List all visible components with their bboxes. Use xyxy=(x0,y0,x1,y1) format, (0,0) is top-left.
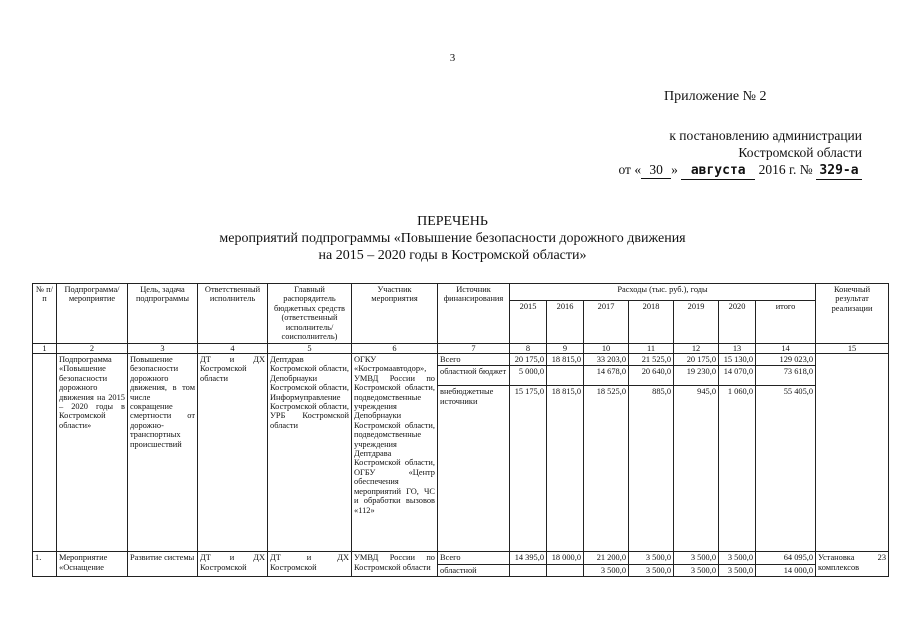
col-number: 7 xyxy=(438,344,510,354)
header-year-2017: 2017 xyxy=(584,301,629,344)
row-result xyxy=(816,354,889,552)
header-expenses: Расходы (тыс. руб.), годы xyxy=(510,284,816,301)
date-year: 2016 г. № xyxy=(758,162,813,177)
value-cell: 20 175,0 xyxy=(674,354,719,366)
header-manager: Главный распорядитель бюджетных средств (ответственный исполнитель/ соисполнитель) xyxy=(268,284,352,344)
col-number: 10 xyxy=(584,344,629,354)
value-cell: 19 230,0 xyxy=(674,366,719,386)
value-cell: 3 500,0 xyxy=(719,552,756,564)
row-no: 1. xyxy=(33,552,57,577)
row-participant: УМВД России по Костромской области xyxy=(352,552,438,577)
source-total: Всего xyxy=(438,552,510,564)
value-cell: 20 175,0 xyxy=(510,354,547,366)
resolution-block xyxy=(600,127,862,180)
col-number: 4 xyxy=(198,344,268,354)
col-number: 13 xyxy=(719,344,756,354)
value-cell: 885,0 xyxy=(629,386,674,552)
value-cell xyxy=(547,564,584,576)
resolution-line-2: Костромской области xyxy=(738,145,862,160)
value-cell: 18 525,0 xyxy=(584,386,629,552)
resolution-number: 329-а xyxy=(816,162,862,180)
source-regional: областной xyxy=(438,564,510,576)
col-number: 3 xyxy=(128,344,198,354)
row-executor: ДТ и ДХ Костромской области xyxy=(198,354,268,552)
appendix-label: Приложение № 2 xyxy=(664,89,767,104)
row-participant: ОГКУ «Костромаавтодор», УМВД России по Костромской области, подведомственные учреждения Депобрнауки Костромской области, подведомственные учреждения Дептдрава Костромской области, ОГБУ «Центр обеспечения мероприятий ГО, ЧС и обработки вызовов «112» xyxy=(352,354,438,552)
header-year-2020: 2020 xyxy=(719,301,756,344)
header-program: Подпрограмма/ мероприятие xyxy=(57,284,128,344)
col-number: 9 xyxy=(547,344,584,354)
value-cell xyxy=(510,564,547,576)
row-program: Подпрограмма «Повышение безопасности дорожного движения на 2015 – 2020 годы в Костромской области» xyxy=(57,354,128,552)
header-executor: Ответственный исполнитель xyxy=(198,284,268,344)
row-result: Установка 23 комплексов xyxy=(816,552,889,577)
row-goal: Повышение безопасности дорожного движения, в том числе сокращение смертности от дорожно-транспортных происшествий xyxy=(128,354,198,552)
value-cell: 5 000,0 xyxy=(510,366,547,386)
table-row xyxy=(33,552,889,564)
col-number: 6 xyxy=(352,344,438,354)
date-prefix: от « xyxy=(618,162,642,177)
resolution-date-line xyxy=(600,161,862,180)
row-manager: Дептдрав Костромской области, Депобрнауки Костромской области, Информуправление Костромской области, УРБ Костромской области xyxy=(268,354,352,552)
value-cell: 3 500,0 xyxy=(719,564,756,576)
title-line-3: на 2015 – 2020 годы в Костромской области» xyxy=(318,248,587,263)
col-number: 11 xyxy=(629,344,674,354)
value-cell: 33 203,0 xyxy=(584,354,629,366)
header-source: Источник финансирования xyxy=(438,284,510,344)
date-month: августа xyxy=(681,162,755,180)
header-no: № п/п xyxy=(33,284,57,344)
col-number: 2 xyxy=(57,344,128,354)
value-cell: 129 023,0 xyxy=(756,354,816,366)
value-cell: 73 618,0 xyxy=(756,366,816,386)
col-number: 12 xyxy=(674,344,719,354)
col-number: 14 xyxy=(756,344,816,354)
col-number: 1 xyxy=(33,344,57,354)
value-cell: 15 175,0 xyxy=(510,386,547,552)
title-line-1: ПЕРЕЧЕНЬ xyxy=(417,214,488,229)
value-cell: 3 500,0 xyxy=(629,552,674,564)
page-number: 3 xyxy=(449,52,456,64)
value-cell: 21 525,0 xyxy=(629,354,674,366)
header-total: итого xyxy=(756,301,816,344)
table-row xyxy=(33,354,889,366)
value-cell: 18 000,0 xyxy=(547,552,584,564)
value-cell: 3 500,0 xyxy=(584,564,629,576)
value-cell: 14 678,0 xyxy=(584,366,629,386)
value-cell: 15 130,0 xyxy=(719,354,756,366)
value-cell: 3 500,0 xyxy=(674,564,719,576)
row-no xyxy=(33,354,57,552)
value-cell: 945,0 xyxy=(674,386,719,552)
header-year-2015: 2015 xyxy=(510,301,547,344)
value-cell: 64 095,0 xyxy=(756,552,816,564)
value-cell: 55 405,0 xyxy=(756,386,816,552)
row-executor: ДТ и ДХ Костромской xyxy=(198,552,268,577)
value-cell: 14 395,0 xyxy=(510,552,547,564)
header-year-2016: 2016 xyxy=(547,301,584,344)
row-manager: ДТ и ДХ Костромской xyxy=(268,552,352,577)
value-cell: 1 060,0 xyxy=(719,386,756,552)
document-title xyxy=(0,213,905,264)
col-number: 5 xyxy=(268,344,352,354)
source-regional: областной бюджет xyxy=(438,366,510,386)
value-cell: 14 070,0 xyxy=(719,366,756,386)
column-number-row xyxy=(33,344,889,354)
value-cell: 20 640,0 xyxy=(629,366,674,386)
header-year-2018: 2018 xyxy=(629,301,674,344)
resolution-line-1: к постановлению администрации xyxy=(669,128,862,143)
col-number: 15 xyxy=(816,344,889,354)
col-number: 8 xyxy=(510,344,547,354)
header-participant: Участник мероприятия xyxy=(352,284,438,344)
value-cell: 18 815,0 xyxy=(547,386,584,552)
date-day: 30 xyxy=(641,161,671,179)
source-total: Всего xyxy=(438,354,510,366)
title-line-2: мероприятий подпрограммы «Повышение безопасности дорожного движения xyxy=(219,231,686,246)
value-cell: 18 815,0 xyxy=(547,354,584,366)
value-cell: 21 200,0 xyxy=(584,552,629,564)
header-result: Конечный результат реализации xyxy=(816,284,889,344)
row-program: Мероприятие «Оснащение xyxy=(57,552,128,577)
source-offbudget: внебюджетные источники xyxy=(438,386,510,552)
value-cell: 14 000,0 xyxy=(756,564,816,576)
date-day-close: » xyxy=(671,162,678,177)
value-cell: 3 500,0 xyxy=(629,564,674,576)
measures-table xyxy=(32,283,889,577)
row-goal: Развитие системы xyxy=(128,552,198,577)
header-year-2019: 2019 xyxy=(674,301,719,344)
header-goal: Цель, задача подпрограммы xyxy=(128,284,198,344)
value-cell: 3 500,0 xyxy=(674,552,719,564)
value-cell xyxy=(547,366,584,386)
